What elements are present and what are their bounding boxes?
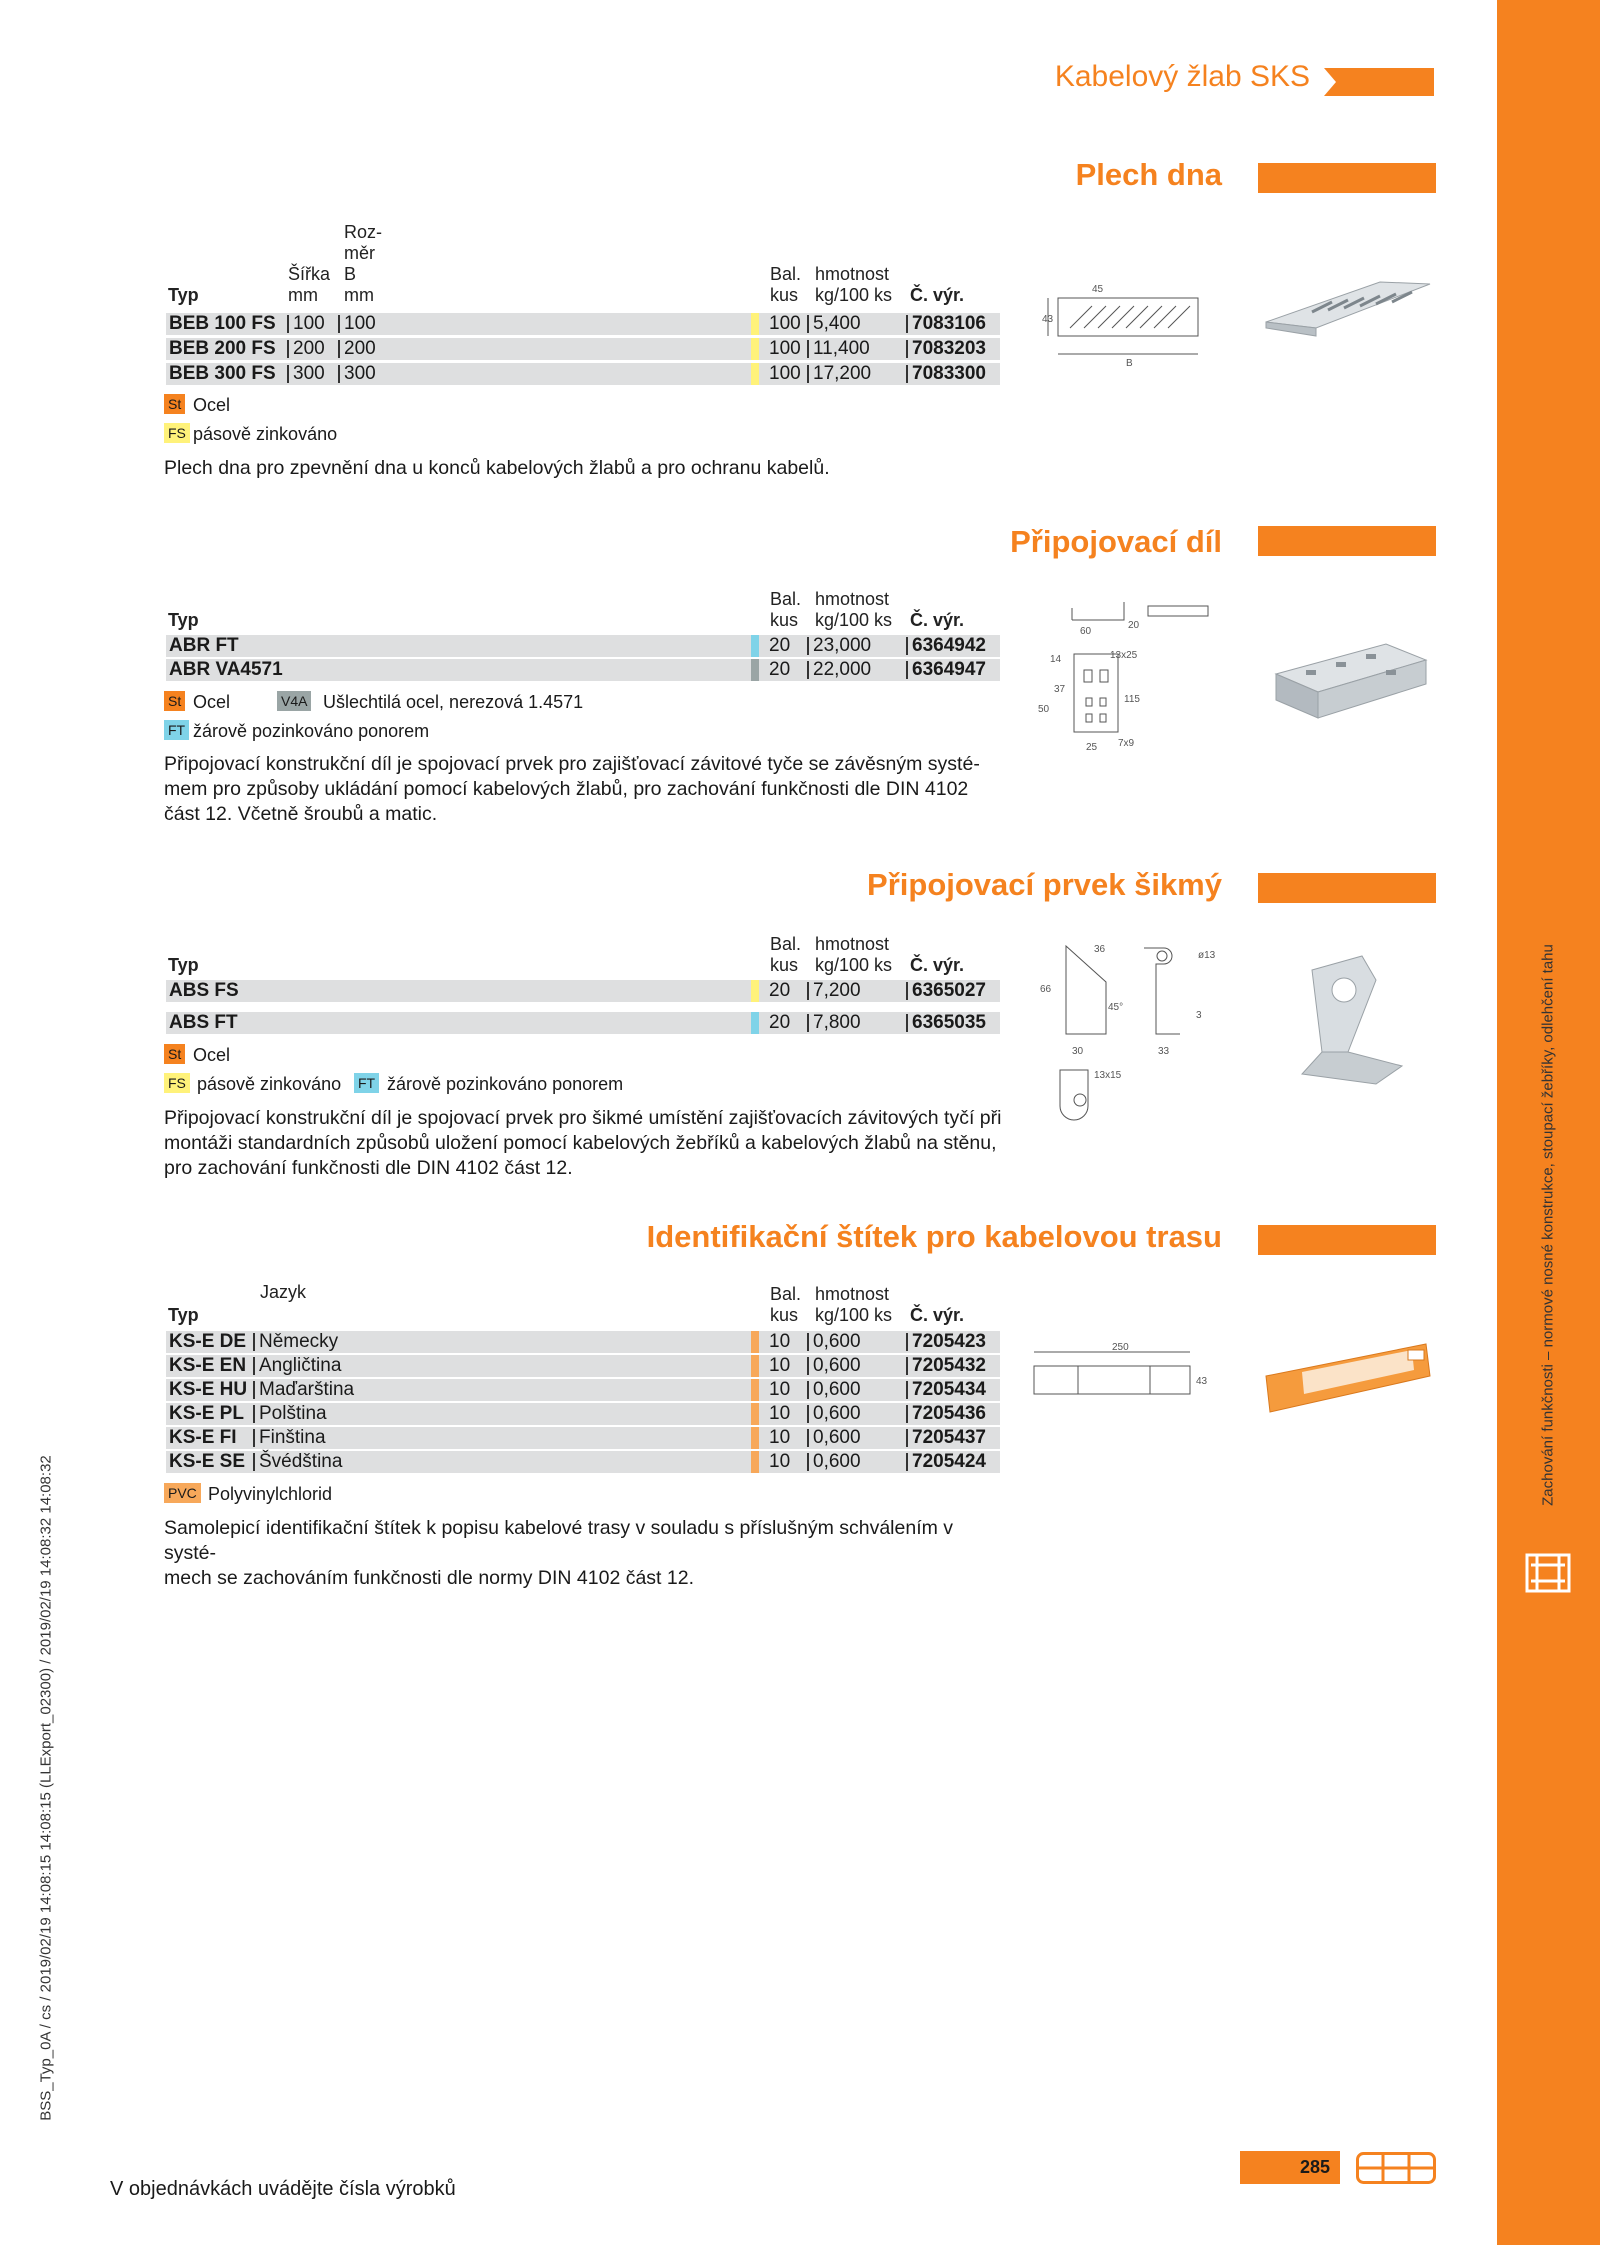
header-tab: [1324, 68, 1434, 96]
material-badge-v4a: V4A: [277, 691, 311, 711]
material-text: Ocel: [193, 395, 231, 415]
table-row: KS-E FI Finština 10 0,600 7205437: [166, 1427, 1000, 1449]
svg-text:7x9: 7x9: [1118, 738, 1135, 749]
col-header-cislo: Č. výr.: [910, 610, 965, 630]
obo-logo: [1356, 2152, 1436, 2184]
technical-drawing: [1036, 938, 1226, 1124]
material-badge-fs: FS: [164, 1073, 190, 1093]
material-badge-st: St: [164, 1044, 185, 1064]
product-image: [1292, 950, 1412, 1100]
col-header-hmotnost: hmotnost kg/100 ks: [815, 264, 893, 305]
col-header-hmotnost: hmotnost kg/100 ks: [815, 589, 893, 630]
col-header-typ: Typ: [168, 285, 199, 305]
section-bar: [1258, 526, 1436, 556]
section-title: Plech dna: [1075, 157, 1222, 192]
svg-text:50: 50: [1038, 704, 1050, 715]
svg-text:43: 43: [1196, 1376, 1208, 1387]
svg-text:33: 33: [1158, 1046, 1170, 1057]
svg-text:250: 250: [1112, 1342, 1129, 1353]
col-header-cislo: Č. výr.: [910, 285, 965, 305]
section-description: Připojovací konstrukční díl je spojovací prvek pro zajišťovací závitové tyče se závěsným systé- mem pro způsoby ukládání pomocí kabelových žlabů, pro zachování funkčnosti dle DIN 4102 část 12. Včetně šroubů a matic.: [164, 753, 980, 825]
col-header-bal: Bal. kus: [770, 264, 802, 305]
ladder-icon: [1525, 1553, 1571, 1593]
material-text: žárově pozinkováno ponorem: [193, 721, 430, 741]
table-row: KS-E DE Německy 10 0,600 7205423: [166, 1331, 1000, 1353]
table-row: ABS FT 20 7,800 6365035: [166, 1012, 1000, 1034]
material-text: Ocel: [193, 1045, 231, 1065]
svg-text:36: 36: [1094, 944, 1106, 955]
material-text: Polyvinylchlorid: [208, 1484, 333, 1504]
col-header-rozmer: Roz- měr B mm: [344, 222, 383, 305]
col-header-cislo: Č. výr.: [910, 1305, 965, 1325]
svg-text:115: 115: [1124, 694, 1140, 705]
page-number: 285: [1240, 2151, 1340, 2184]
table-row: ABR FT 20 23,000 6364942: [166, 635, 1000, 657]
material-badge-st: St: [164, 394, 185, 414]
svg-text:66: 66: [1040, 984, 1052, 995]
svg-text:25: 25: [1086, 742, 1098, 753]
svg-text:45: 45: [1092, 284, 1104, 295]
col-header-bal: Bal. kus: [770, 1284, 802, 1325]
page-title: Kabelový žlab SKS: [1054, 60, 1310, 93]
col-header-cislo: Č. výr.: [910, 955, 965, 975]
material-badge-pvc: PVC: [164, 1483, 201, 1503]
col-header-bal: Bal. kus: [770, 589, 802, 630]
material-text: pásově zinkováno: [197, 1074, 342, 1094]
section-bar: [1258, 163, 1436, 193]
material-badge-ft: FT: [164, 720, 189, 740]
svg-text:43: 43: [1042, 314, 1054, 325]
section-bar: [1258, 1225, 1436, 1255]
svg-text:45°: 45°: [1108, 1002, 1124, 1013]
svg-text:60: 60: [1080, 626, 1092, 637]
technical-drawing: [1036, 592, 1221, 764]
table-row: BEB 200 FS 200 200 100 11,400 7083203: [166, 338, 1000, 360]
svg-text:30: 30: [1072, 1046, 1084, 1057]
material-text: žárově pozinkováno ponorem: [387, 1074, 624, 1094]
material-text: Ocel: [193, 692, 231, 712]
technical-drawing: [1040, 262, 1220, 370]
material-badge-st: St: [164, 691, 185, 711]
col-header-hmotnost: hmotnost kg/100 ks: [815, 934, 893, 975]
table-row: ABS FS 20 7,200 6365027: [166, 980, 1000, 1002]
material-badge-ft: FT: [354, 1073, 379, 1093]
header-tab-notch: [1324, 68, 1336, 96]
material-badge-fs: FS: [164, 423, 190, 443]
material-text: Ušlechtilá ocel, nerezová 1.4571: [323, 692, 584, 712]
col-header-bal: Bal. kus: [770, 934, 802, 975]
material-text: pásově zinkováno: [193, 424, 338, 444]
svg-text:37: 37: [1054, 684, 1066, 695]
product-image: [1262, 262, 1434, 346]
col-header-sirka: Šířka mm: [288, 264, 331, 305]
section-bar: [1258, 873, 1436, 903]
section-description: Samolepicí identifikační štítek k popisu kabelové trasy v souladu s příslušným schválením v systé- mech se zachováním funkčnosti dle normy DIN 4102 část 12.: [164, 1517, 954, 1589]
table-row: KS-E PL Polština 10 0,600 7205436: [166, 1403, 1000, 1425]
svg-text:3: 3: [1196, 1010, 1202, 1021]
table-row: KS-E SE Švédština 10 0,600 7205424: [166, 1451, 1000, 1473]
col-header-hmotnost: hmotnost kg/100 ks: [815, 1284, 893, 1325]
svg-text:20: 20: [1128, 620, 1140, 631]
product-image: [1266, 640, 1434, 740]
svg-text:13x15: 13x15: [1094, 1070, 1122, 1081]
section-description: Připojovací konstrukční díl je spojovací prvek pro šikmé umístění zajišťovacích závitových tyčí při montáži standardních způsobů uložení pomocí kabelových žebříků a kabelových žlabů na stěnu, pro zachování funkčnosti dle DIN 4102 část 12.: [164, 1107, 1002, 1179]
section-description: Plech dna pro zpevnění dna u konců kabelových žlabů a pro ochranu kabelů.: [164, 457, 830, 479]
table-row: KS-E EN Angličtina 10 0,600 7205432: [166, 1355, 1000, 1377]
col-header-typ: Typ: [168, 955, 199, 975]
table-row: BEB 300 FS 300 300 100 17,200 7083300: [166, 363, 1000, 385]
section-title: Identifikační štítek pro kabelovou trasu: [646, 1219, 1222, 1254]
svg-text:14: 14: [1050, 654, 1062, 665]
table-row: ABR VA4571 20 22,000 6364947: [166, 659, 1000, 681]
section-title: Připojovací prvek šikmý: [867, 867, 1222, 902]
technical-drawing: [1030, 1340, 1220, 1400]
footer-note: V objednávkách uvádějte čísla výrobků: [110, 2178, 456, 2200]
svg-text:ø13: ø13: [1198, 950, 1216, 961]
col-header-jazyk: Jazyk: [260, 1282, 307, 1302]
table-row: BEB 100 FS 100 100 100 5,400 7083106: [166, 313, 1000, 335]
product-image: [1262, 1336, 1434, 1426]
svg-text:B: B: [1126, 358, 1133, 369]
svg-text:13x25: 13x25: [1110, 650, 1138, 661]
section-title: Připojovací díl: [1010, 524, 1222, 559]
table-row: KS-E HU Maďarština 10 0,600 7205434: [166, 1379, 1000, 1401]
col-header-typ: Typ: [168, 610, 199, 630]
col-header-typ: Typ: [168, 1305, 199, 1325]
